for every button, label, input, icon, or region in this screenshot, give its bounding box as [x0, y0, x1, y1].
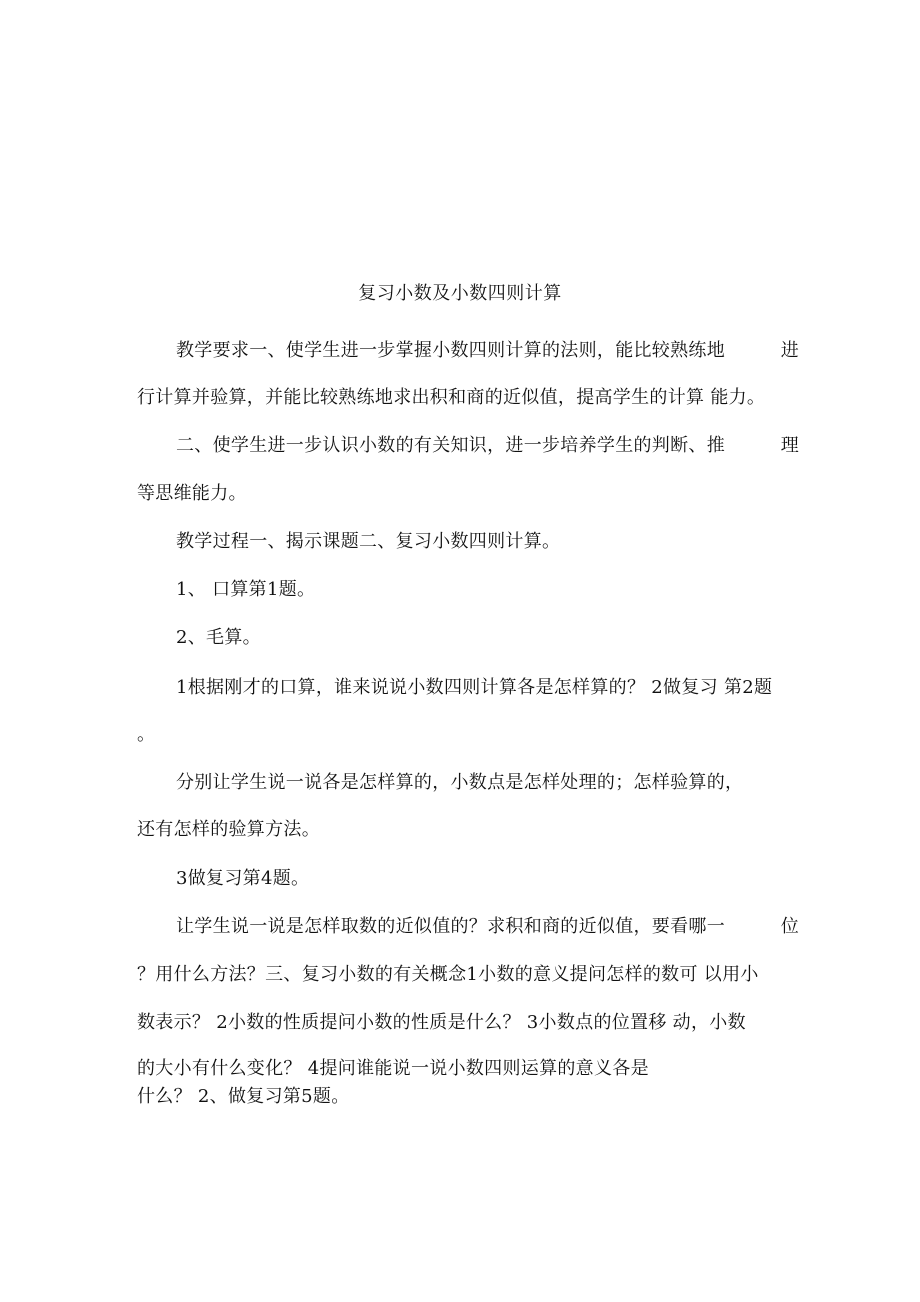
- text-segment: 教学要求一、使学生进一步掌握小数四则计算的法则，能比较熟练地: [176, 340, 725, 361]
- document-title: 复习小数及小数四则计算: [358, 283, 562, 304]
- paragraph-line: 数表示？ 2小数的性质提问小数的性质是什么？ 3小数点的位置移 动，小数: [137, 1012, 746, 1033]
- paragraph-line: 教学过程一、揭示课题二、复习小数四则计算。: [176, 531, 561, 552]
- paragraph-line: [176, 338, 799, 364]
- text-segment: 进: [780, 340, 799, 361]
- paragraph-line: ？用什么方法？三、复习小数的有关概念1小数的意义提问怎样的数可 以用小: [137, 964, 759, 985]
- paragraph-line: [176, 433, 799, 459]
- paragraph-line: 还有怎样的验算方法。: [137, 819, 320, 840]
- paragraph-line: 2、毛算。: [176, 627, 261, 648]
- paragraph-line: 等思维能力。: [137, 483, 247, 504]
- paragraph-line: 1根据刚才的口算，谁来说说小数四则计算各是怎样算的？ 2做复习 第2题: [176, 677, 773, 698]
- text-segment: 理: [780, 435, 799, 456]
- paragraph-line: 行计算并验算，并能比较熟练地求出积和商的近似值，提高学生的计算 能力。: [137, 387, 766, 408]
- paragraph-line: 。: [137, 724, 156, 745]
- paragraph-line: 1、 口算第1题。: [176, 579, 316, 600]
- paragraph-line: 的大小有什么变化？ 4提问谁能说一说小数四则运算的意义各是: [137, 1058, 649, 1079]
- paragraph-line: [176, 914, 799, 940]
- text-segment: 二、使学生进一步认识小数的有关知识，进一步培养学生的判断、推: [176, 435, 725, 456]
- text-segment: 位: [780, 916, 799, 937]
- text-segment: 让学生说一说是怎样取数的近似值的？求积和商的近似值，要看哪一: [176, 916, 725, 937]
- paragraph-line: 3做复习第4题。: [176, 868, 310, 889]
- paragraph-line: 什么？ 2、做复习第5题。: [137, 1086, 350, 1107]
- paragraph-line: 分别让学生说一说各是怎样算的，小数点是怎样处理的；怎样验算的，: [176, 772, 744, 793]
